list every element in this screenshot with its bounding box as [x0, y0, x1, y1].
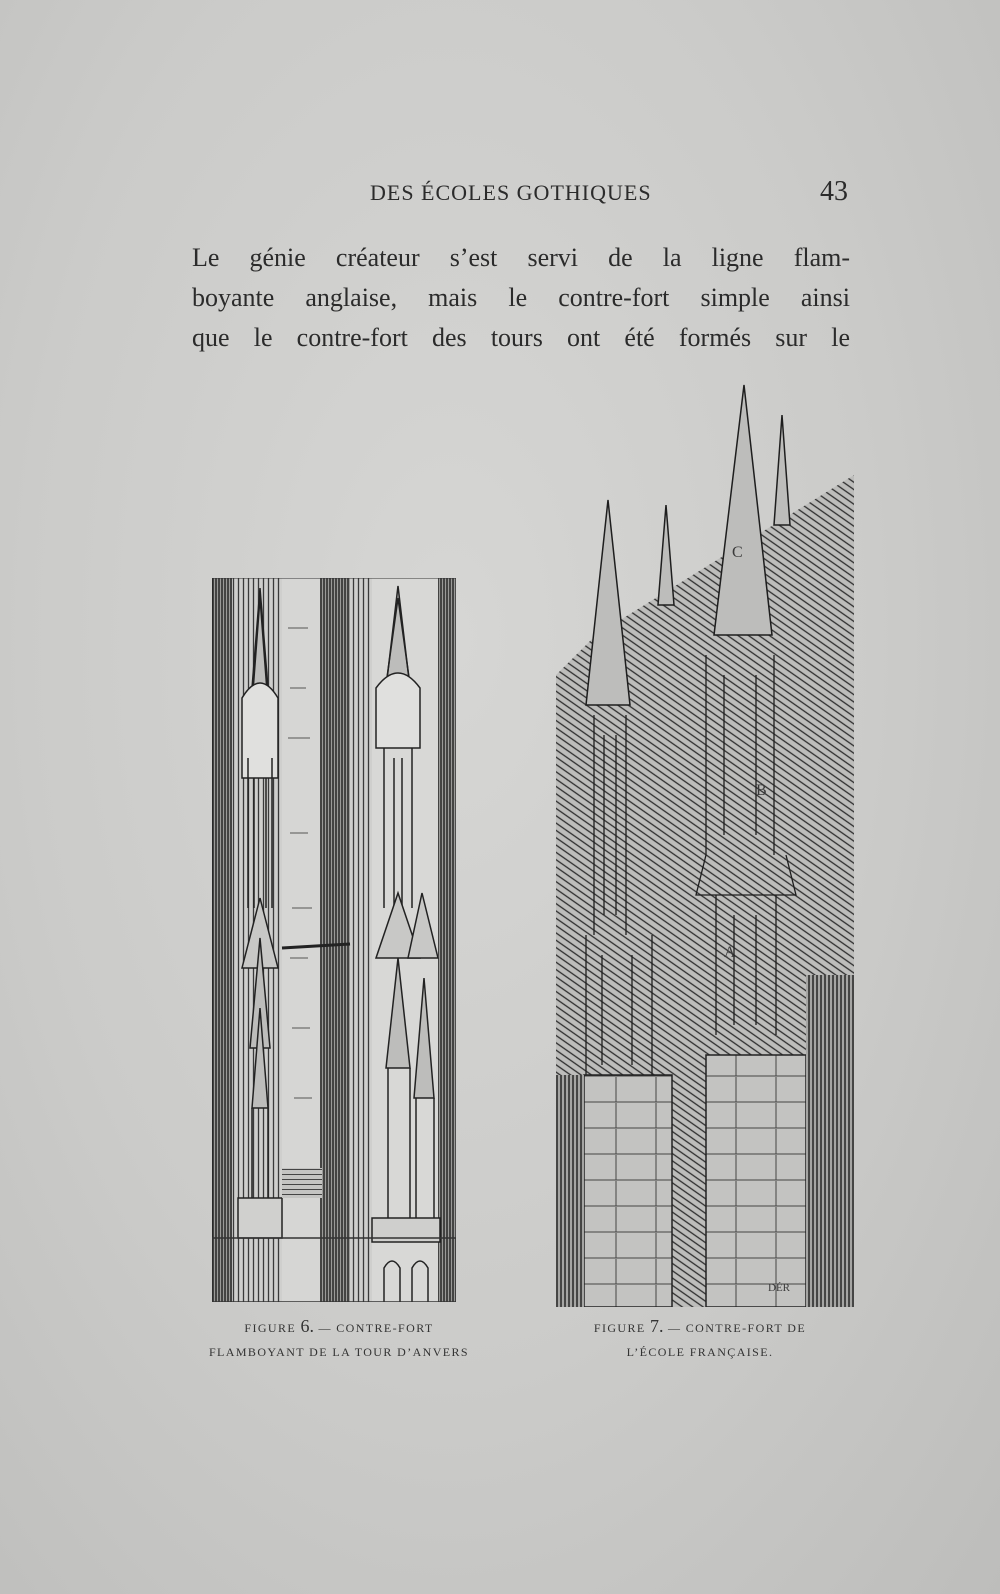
caption-label: FIGURE: [244, 1321, 297, 1335]
figure-7-caption: [544, 1314, 856, 1364]
running-header: [370, 176, 860, 212]
caption-number: 6.: [300, 1316, 315, 1336]
body-line: boyante anglaise, mais le contre-fort simple ainsi: [192, 283, 850, 312]
body-line: Le génie créateur s’est servi de la ligne flam-: [192, 243, 850, 272]
caption-number: 7.: [650, 1316, 664, 1336]
figure-7-letter-a: A: [724, 944, 736, 961]
figure-7-letter-c: C: [732, 544, 743, 561]
engraver-signature: DÉR: [768, 1282, 790, 1294]
page-number: 43: [820, 176, 848, 207]
figure-6-engraving: [212, 578, 456, 1302]
figure-7-engraving: [556, 375, 854, 1307]
caption-text: — CONTRE-FORT DE: [667, 1321, 807, 1335]
body-line: que le contre-fort des tours ont été formés sur le: [192, 323, 850, 352]
caption-line-2: FLAMBOYANT DE LA TOUR D’ANVERS: [208, 1345, 470, 1359]
figure-6-caption: [186, 1314, 492, 1364]
caption-text: — CONTRE-FORT: [318, 1321, 434, 1335]
caption-label: FIGURE: [593, 1321, 646, 1335]
figure-7-letter-b: B: [756, 782, 767, 799]
header-title: DES ÉCOLES GOTHIQUES: [370, 180, 652, 205]
body-paragraph: [192, 238, 850, 358]
caption-line-2: L’ÉCOLE FRANÇAISE.: [626, 1345, 774, 1359]
